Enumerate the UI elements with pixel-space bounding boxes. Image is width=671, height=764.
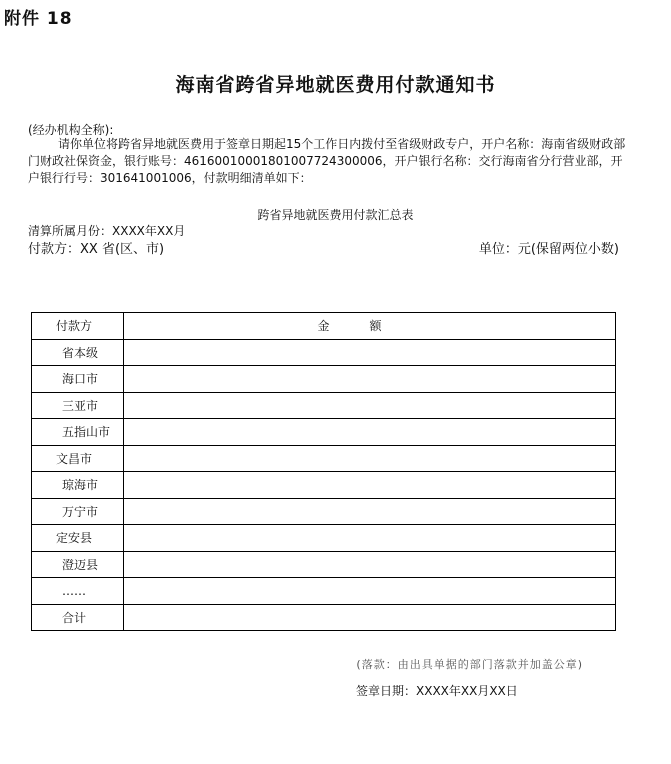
table-row (32, 578, 616, 605)
row-payer-name: 省本级 (32, 339, 124, 366)
recipient-line: (经办机构全称): (28, 123, 114, 137)
row-payer-name: 文昌市 (32, 445, 124, 472)
table-row (32, 525, 616, 552)
payer-label: 付款方： (28, 242, 81, 257)
table-row (32, 339, 616, 366)
row-payer-name: 海口市 (32, 366, 124, 393)
period-value: XXXX年XX月 (112, 224, 186, 238)
row-payer-name: 定安县 (32, 525, 124, 552)
table-row (32, 419, 616, 446)
row-payer-name: 三亚市 (32, 392, 124, 419)
table-total-row (32, 604, 616, 631)
payer-line (28, 238, 164, 257)
sign-date (356, 682, 518, 699)
settlement-period (28, 222, 185, 239)
sign-date-value: XXXX年XX月XX日 (416, 684, 518, 698)
row-amount (124, 551, 616, 578)
row-amount (124, 525, 616, 552)
table-row (32, 392, 616, 419)
unit-note: 单位：元(保留两位小数) (478, 242, 619, 257)
row-payer-name: 五指山市 (32, 419, 124, 446)
row-amount (124, 578, 616, 605)
signature-remark: (落款：由出具单据的部门落款并加盖公章) (356, 658, 583, 671)
table-header-row (32, 313, 616, 340)
total-amount (124, 604, 616, 631)
notice-body (28, 136, 628, 187)
table-row (32, 551, 616, 578)
row-amount (124, 392, 616, 419)
row-amount (124, 419, 616, 446)
attachment-label: 附件 18 (4, 9, 73, 29)
payment-summary-table (31, 312, 616, 631)
row-amount (124, 472, 616, 499)
table-row (32, 498, 616, 525)
summary-table-title: 跨省异地就医费用付款汇总表 (257, 208, 414, 222)
sign-date-label: 签章日期： (356, 684, 417, 698)
table-row (32, 366, 616, 393)
payer-value: XX 省(区、市) (80, 242, 165, 257)
row-amount (124, 445, 616, 472)
row-payer-name: 琼海市 (32, 472, 124, 499)
header-payer: 付款方 (32, 313, 124, 340)
row-payer-name: 万宁市 (32, 498, 124, 525)
document-title: 海南省跨省异地就医费用付款通知书 (175, 74, 496, 96)
notice-body-text: 请你单位将跨省异地就医费用于签章日期起15个工作日内拨付至省级财政专户，开户名称：海南省级财政部门财政社保资金，银行账号：46160010001801007724300006，开户银行名称：交行海南省分行营业部，开户银行行号：301641001006，付款明细清单如下： (28, 137, 626, 185)
total-label: 合计 (32, 604, 124, 631)
row-amount (124, 339, 616, 366)
row-amount (124, 366, 616, 393)
header-amount (124, 313, 616, 340)
row-payer-name: …… (32, 578, 124, 605)
table-row (32, 472, 616, 499)
row-payer-name: 澄迈县 (32, 551, 124, 578)
row-amount (124, 498, 616, 525)
header-amount-label: 金额 (317, 319, 422, 334)
table-row (32, 445, 616, 472)
period-label: 清算所属月份： (28, 224, 113, 238)
